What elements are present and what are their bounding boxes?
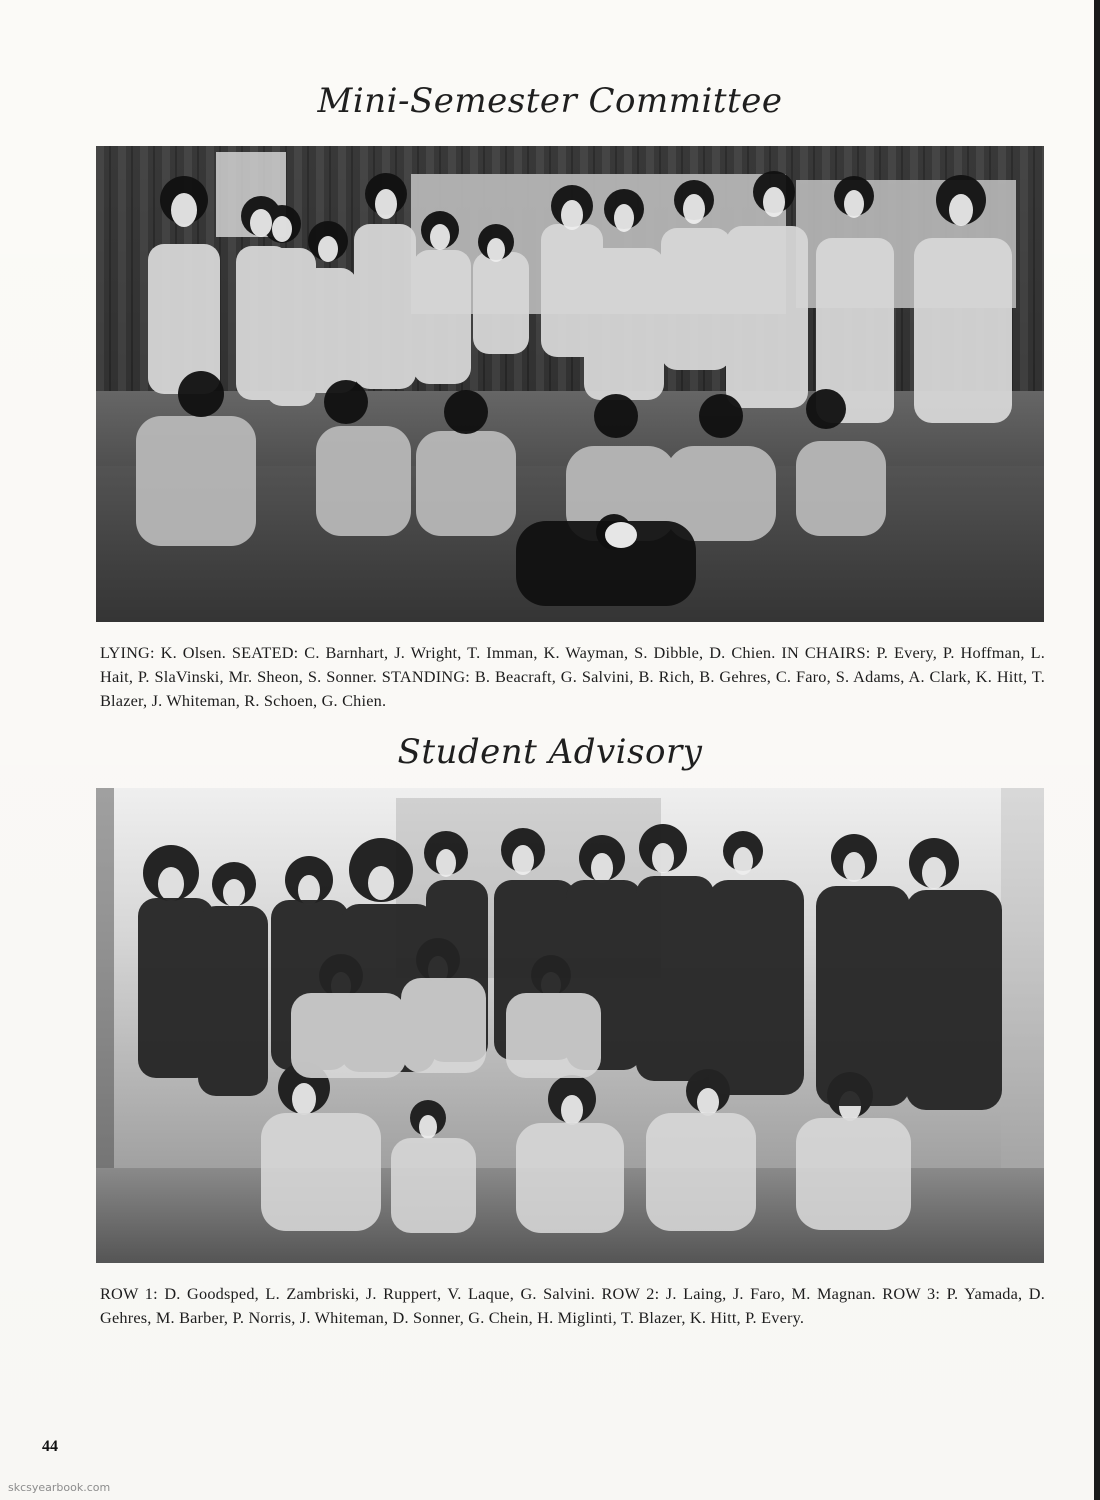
student-advisory-photo	[96, 788, 1044, 1263]
student-advisory-caption: ROW 1: D. Goodsped, L. Zambriski, J. Ruppert, V. Laque, G. Salvini. ROW 2: J. Laing, J. Faro, M. Magnan. ROW 3: P. Yamada, D. Gehres, M. Barber, P. Norris, J. Whiteman, D. Sonner, G. Chein, H. Miglinti, T. Blazer, K. Hitt, P. Every.	[100, 1284, 1045, 1327]
mini-semester-committee-caption: LYING: K. Olsen. SEATED: C. Barnhart, J. Wright, T. Imman, K. Wayman, S. Dibble, D. Chien. IN CHAIRS: P. Every, P. Hoffman, L. Hait, P. SlaVinski, Mr. Sheon, S. Sonner. STANDING: B. Beacraft, G. Salvini, B. Rich, B. Gehres, C. Faro, S. Adams, A. Clark, K. Hitt, T. Blazer, J. Whiteman, R. Schoen, G. Chien.	[100, 643, 1045, 710]
page-number: 44	[42, 1438, 58, 1455]
website-watermark: skcsyearbook.com	[8, 1481, 111, 1494]
student-advisory-photo-svg	[96, 788, 1044, 1263]
student-advisory-title: Student Advisory	[397, 732, 703, 772]
mini-semester-committee-photo	[96, 146, 1044, 622]
mini-semester-committee-title: Mini-Semester Committee	[317, 81, 783, 121]
page-edge-shadow	[1094, 0, 1100, 1500]
mini-semester-photo-svg	[96, 146, 1044, 622]
